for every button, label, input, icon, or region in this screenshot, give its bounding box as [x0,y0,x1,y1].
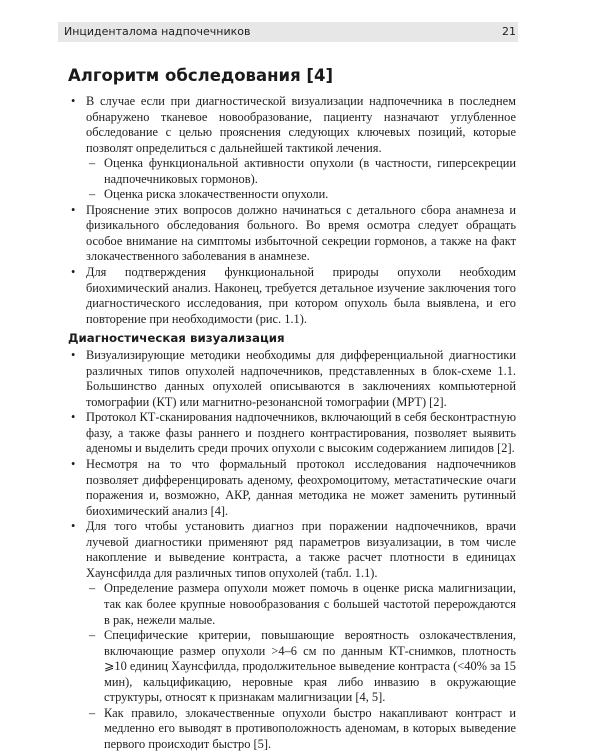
subsection-heading: Диагностическая визуализация [68,331,285,346]
page-number: 21 [502,25,516,38]
bullet-item: • В случае если при диагностической визуализации надпочечника в последнем обнаружено тканевое новообразование, пациенту назначают углубленное обследование с целью прояснения следующих ключевых позиций, которые позволят определиться с дальнейшей тактикой лечения. [86,94,516,156]
bullet-item: • Протокол КТ-сканирования надпочечников, включающий в себя бесконтрастную фазу, а также фазы раннего и позднего контрастирования, позволяет выявить аденомы и выделить среди прочих опухоли с высоким содержанием липидов [2]. [86,410,516,457]
dash-item: – Специфические критерии, повышающие вероятность озлокачествления, включающие размер опухоли >4–6 см по данным КТ-снимков, плотность ⩾10 единиц Хаунсфилда, продолжительное выведение контраста (<40% за 15 мин), кальцификацию, неровные края либо инвазию в окружающие структуры, относят к признакам малигнизации [4, 5]. [86,628,516,706]
dash-item: – Как правило, злокачественные опухоли быстро накапливают контраст и медленно его выводят в противоположность аденомам, в которых выведение первого происходит быстро [5]. [86,706,516,752]
bullet-item: • Прояснение этих вопросов должно начинаться с детального сбора анамнеза и физикального обследования больного. Во время осмотра следует обращать особое внимание на симптомы избыточной секреции гормонов, а также на факт злокачественного заболевания в анамнезе. [86,203,516,265]
section-body [68,94,516,752]
bullet-item: • Для того чтобы установить диагноз при поражении надпочечников, врачи лучевой диагностики применяют ряд параметров визуализации, в том числе накопление и выведение контраста, а также расчет плотности в единицах Хаунсфилда для различных типов опухолей (табл. 1.1). [86,519,516,581]
dash-item: – Определение размера опухоли может помочь в оценке риска малигнизации, так как более крупные новообразования с большей частотой перерождаются в рак, нежели малые. [86,581,516,628]
dash-item: – Оценка риска злокачественности опухоли. [86,187,516,203]
bullet-item: • Несмотря на то что формальный протокол исследования надпочечников позволяет дифференцировать аденому, феохромоцитому, метастатические очаги поражения и, возможно, АКР, данная методика не может заменить рутинный биохимический анализ [4]. [86,457,516,519]
section-title: Алгоритм обследования [4] [68,66,333,85]
running-header [58,22,518,42]
bullet-item: • Для подтверждения функциональной природы опухоли необходим биохимический анализ. Наконец, требуется детальное изучение заключения того диагностического исследования, при котором опухоль была выявлена, и его повторение при необходимости (рис. 1.1). [86,265,516,327]
dash-item: – Оценка функциональной активности опухоли (в частности, гиперсекреции надпочечниковых гормонов). [86,156,516,187]
bullet-item: • Визуализирующие методики необходимы для дифференциальной диагностики различных типов опухолей надпочечников, представленных в блок-схеме 1.1. Большинство данных опухолей описываются в заключениях компьютерной томографии (КТ) или магнитно-резонансной томографии (МРТ) [2]. [86,348,516,410]
running-title: Инциденталома надпочечников [64,25,251,38]
